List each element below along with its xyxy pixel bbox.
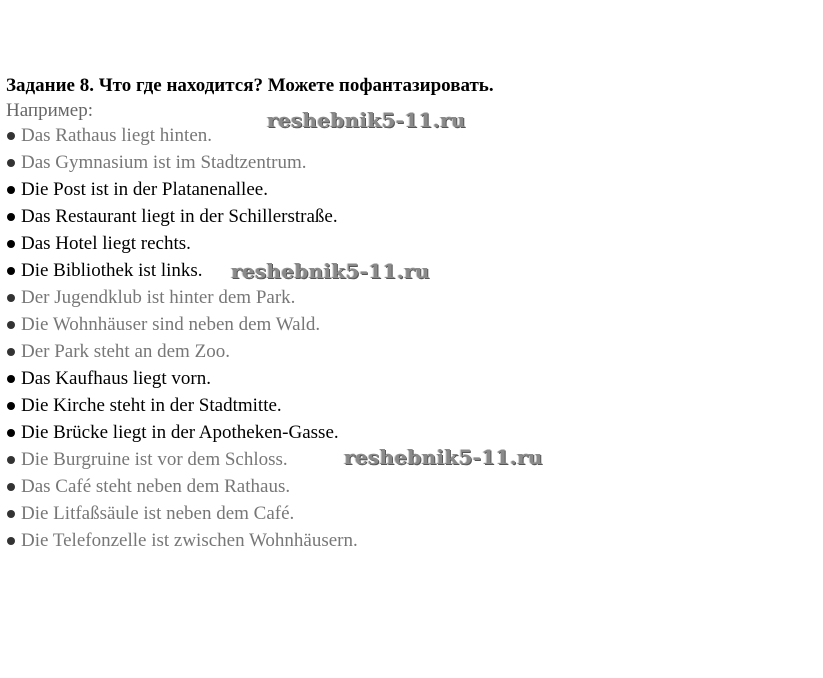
list-item — [6, 419, 806, 446]
bullet-icon — [7, 240, 15, 248]
answer-list — [6, 122, 806, 554]
list-item — [6, 392, 806, 419]
list-item — [6, 230, 806, 257]
answer-text: Der Jugendklub ist hinter dem Park. — [21, 287, 296, 308]
answer-text: Die Kirche steht in der Stadtmitte. — [21, 395, 282, 416]
list-item — [6, 311, 806, 338]
bullet-icon — [7, 132, 15, 140]
list-item — [6, 473, 806, 500]
bullet-icon — [7, 294, 15, 302]
list-item — [6, 338, 806, 365]
bullet-icon — [7, 159, 15, 167]
list-item — [6, 257, 806, 284]
list-item — [6, 365, 806, 392]
watermark: reshebnik5-11.ru — [231, 259, 430, 283]
answer-text: Die Post ist in der Platanenallee. — [21, 179, 268, 200]
bullet-icon — [7, 537, 15, 545]
bullet-icon — [7, 483, 15, 491]
bullet-icon — [7, 186, 15, 194]
bullet-icon — [7, 348, 15, 356]
list-item — [6, 284, 806, 311]
task-block — [6, 72, 806, 554]
task-intro: Например: — [6, 100, 93, 121]
answer-text: Die Telefonzelle ist zwischen Wohnhäusern. — [21, 530, 358, 551]
bullet-icon — [7, 456, 15, 464]
answer-text: Die Burgruine ist vor dem Schloss. — [21, 449, 288, 470]
answer-text: Das Hotel liegt rechts. — [21, 233, 191, 254]
bullet-icon — [7, 429, 15, 437]
list-item — [6, 176, 806, 203]
answer-text: Die Bibliothek ist links. — [21, 260, 203, 281]
answer-text: Das Kaufhaus liegt vorn. — [21, 368, 211, 389]
answer-text: Die Wohnhäuser sind neben dem Wald. — [21, 314, 321, 335]
answer-text: Das Café steht neben dem Rathaus. — [21, 476, 291, 497]
list-item — [6, 446, 806, 473]
answer-text: Der Park steht an dem Zoo. — [21, 341, 230, 362]
bullet-icon — [7, 321, 15, 329]
bullet-icon — [7, 267, 15, 275]
answer-text: Das Gymnasium ist im Stadtzentrum. — [21, 152, 307, 173]
bullet-icon — [7, 402, 15, 410]
list-item — [6, 500, 806, 527]
bullet-icon — [7, 375, 15, 383]
list-item — [6, 122, 806, 149]
answer-text: Die Litfaßsäule ist neben dem Café. — [21, 503, 295, 524]
watermark: reshebnik5-11.ru — [267, 108, 466, 132]
list-item — [6, 203, 806, 230]
list-item — [6, 149, 806, 176]
answer-text: Die Brücke liegt in der Apotheken-Gasse. — [21, 422, 339, 443]
bullet-icon — [7, 510, 15, 518]
watermark: reshebnik5-11.ru — [344, 445, 543, 469]
bullet-icon — [7, 213, 15, 221]
answer-text: Das Rathaus liegt hinten. — [21, 125, 213, 146]
task-title: Задание 8. Что где находится? Можете пофантазировать. — [6, 75, 494, 96]
answer-text: Das Restaurant liegt in der Schillerstraße. — [21, 206, 338, 227]
list-item — [6, 527, 806, 554]
